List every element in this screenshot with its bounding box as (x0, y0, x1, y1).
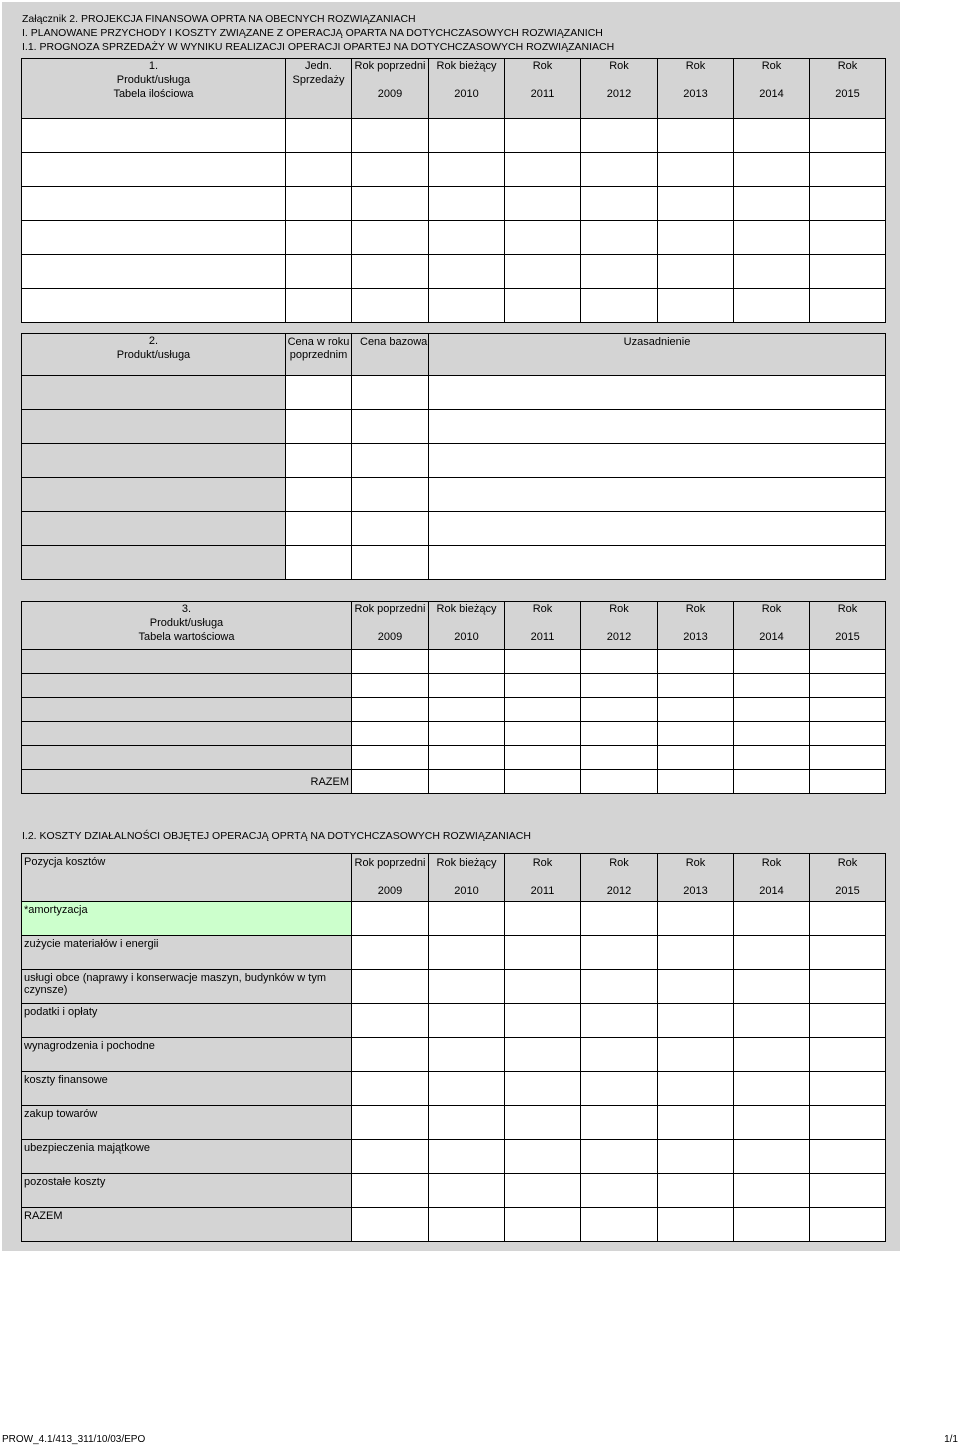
table-cell[interactable] (581, 1038, 658, 1072)
price-table-header (22, 334, 886, 376)
table-row (22, 119, 886, 153)
table-cell[interactable] (352, 546, 429, 580)
table-cell[interactable] (352, 902, 429, 936)
cost-row-label: podatki i opłaty (22, 1004, 352, 1038)
table-row (22, 478, 886, 512)
table-cell[interactable] (429, 512, 886, 546)
table-cell[interactable] (810, 650, 886, 674)
table-cell[interactable] (734, 902, 810, 936)
table-cell[interactable] (505, 255, 581, 289)
table-cell[interactable] (429, 221, 505, 255)
quantity-table (21, 58, 886, 323)
table-cell[interactable] (810, 255, 886, 289)
table-cell[interactable] (429, 444, 886, 478)
table-cell[interactable] (22, 187, 286, 221)
cost-row-label: pozostałe koszty (22, 1174, 352, 1208)
total-row (22, 770, 886, 794)
year-header: Rok 2012 (581, 854, 658, 902)
table-cell[interactable] (22, 221, 286, 255)
table-row (22, 187, 886, 221)
table-cell[interactable] (286, 153, 352, 187)
table-cell[interactable] (810, 1174, 886, 1208)
table-cell[interactable] (581, 1072, 658, 1106)
table-cell[interactable] (352, 650, 429, 674)
product-column-header: 1. Produkt/usługa Tabela ilościowa (22, 59, 286, 119)
table-cell[interactable] (581, 289, 658, 323)
table-cell[interactable] (22, 674, 352, 698)
table-cell[interactable] (734, 698, 810, 722)
table-cell[interactable] (810, 1106, 886, 1140)
product-column-header: 3. Produkt/usługa Tabela wartościowa (22, 602, 352, 650)
table-cell[interactable] (22, 255, 286, 289)
table-cell[interactable] (810, 746, 886, 770)
table-cell[interactable] (22, 478, 286, 512)
table-cell[interactable] (429, 1208, 505, 1242)
table-cell[interactable] (658, 970, 734, 1004)
cost-row (22, 1106, 886, 1140)
table-cell[interactable] (734, 119, 810, 153)
table-cell[interactable] (505, 1140, 581, 1174)
cost-row-label: wynagrodzenia i pochodne (22, 1038, 352, 1072)
attachment-title: Załącznik 2. PROJEKCJA FINANSOWA OPRTA NA OBECNYCH ROZWIĄZANIACH (22, 13, 416, 25)
table-cell[interactable] (22, 289, 286, 323)
table-cell[interactable] (429, 746, 505, 770)
table-cell[interactable] (810, 936, 886, 970)
table-cell[interactable] (734, 221, 810, 255)
table-cell[interactable] (658, 1004, 734, 1038)
year-header: Rok 2013 (658, 854, 734, 902)
table-row (22, 376, 886, 410)
table-cell[interactable] (429, 1004, 505, 1038)
table-row (22, 650, 886, 674)
table-cell[interactable] (352, 289, 429, 323)
year-header: Rok 2014 (734, 602, 810, 650)
previous-price-header: Cena w roku poprzednim (286, 334, 352, 376)
table-cell[interactable] (734, 1072, 810, 1106)
year-header: Rok 2015 (810, 59, 886, 119)
table-cell[interactable] (22, 444, 286, 478)
year-header: Rok bieżący 2010 (429, 59, 505, 119)
table-cell[interactable] (505, 722, 581, 746)
table-cell[interactable] (22, 410, 286, 444)
costs-table-header (22, 854, 886, 902)
table-cell[interactable] (352, 770, 429, 794)
table-cell[interactable] (352, 1072, 429, 1106)
table-cell[interactable] (22, 698, 352, 722)
table-cell[interactable] (22, 746, 352, 770)
table-cell[interactable] (352, 255, 429, 289)
table-cell[interactable] (810, 770, 886, 794)
quantity-table-header (22, 59, 886, 119)
year-header: Rok 2015 (810, 854, 886, 902)
table-cell[interactable] (658, 746, 734, 770)
table-cell[interactable] (505, 770, 581, 794)
table-cell[interactable] (658, 698, 734, 722)
year-header: Rok 2014 (734, 854, 810, 902)
table-cell[interactable] (429, 674, 505, 698)
cost-row (22, 1174, 886, 1208)
table-cell[interactable] (429, 289, 505, 323)
table-cell[interactable] (352, 674, 429, 698)
cost-row (22, 1072, 886, 1106)
cost-row (22, 970, 886, 1004)
table-cell[interactable] (734, 153, 810, 187)
table-cell[interactable] (810, 970, 886, 1004)
table-cell[interactable] (429, 1106, 505, 1140)
table-cell[interactable] (581, 770, 658, 794)
year-header: Rok 2013 (658, 602, 734, 650)
year-header: Rok 2011 (505, 854, 581, 902)
table-cell[interactable] (505, 1038, 581, 1072)
table-cell[interactable] (505, 698, 581, 722)
cost-row (22, 936, 886, 970)
table-cell[interactable] (581, 153, 658, 187)
table-cell[interactable] (658, 1072, 734, 1106)
table-cell[interactable] (810, 119, 886, 153)
cost-row-label: ubezpieczenia majątkowe (22, 1140, 352, 1174)
table-cell[interactable] (352, 1140, 429, 1174)
subsection-title: I.1. PROGNOZA SPRZEDAŻY W WYNIKU REALIZACJI OPERACJI OPARTEJ NA DOTYCHCZASOWYCH ROZWIĄZANIACH (22, 41, 615, 53)
table-row (22, 289, 886, 323)
total-label: RAZEM (22, 770, 352, 794)
table-cell[interactable] (658, 1106, 734, 1140)
table-row (22, 444, 886, 478)
table-cell[interactable] (352, 512, 429, 546)
table-cell[interactable] (429, 722, 505, 746)
table-cell[interactable] (429, 410, 886, 444)
year-header: Rok bieżący 2010 (429, 602, 505, 650)
table-cell[interactable] (658, 1038, 734, 1072)
table-cell[interactable] (810, 1140, 886, 1174)
table-cell[interactable] (658, 650, 734, 674)
table-cell[interactable] (286, 478, 352, 512)
table-cell[interactable] (810, 1038, 886, 1072)
year-header: Rok poprzedni 2009 (352, 602, 429, 650)
table-cell[interactable] (734, 255, 810, 289)
table-cell[interactable] (658, 119, 734, 153)
table-cell[interactable] (429, 1140, 505, 1174)
table-row (22, 153, 886, 187)
table-row (22, 546, 886, 580)
table-cell[interactable] (505, 221, 581, 255)
table-row (22, 746, 886, 770)
table-cell[interactable] (505, 119, 581, 153)
cost-row-label: koszty finansowe (22, 1072, 352, 1106)
section-title: I. PLANOWANE PRZYCHODY I KOSZTY ZWIĄZANE Z OPERACJĄ OPARTA NA DOTYCHCZASOWYCH ROZWIĄZANICH (22, 27, 603, 39)
table-cell[interactable] (429, 650, 505, 674)
table-cell[interactable] (22, 376, 286, 410)
table-cell[interactable] (429, 1174, 505, 1208)
table-cell[interactable] (734, 650, 810, 674)
table-cell[interactable] (352, 1038, 429, 1072)
table-cell[interactable] (352, 1174, 429, 1208)
table-cell[interactable] (810, 674, 886, 698)
table-cell[interactable] (505, 1072, 581, 1106)
table-cell[interactable] (581, 902, 658, 936)
table-cell[interactable] (505, 289, 581, 323)
table-cell[interactable] (810, 722, 886, 746)
table-cell[interactable] (429, 376, 886, 410)
table-cell[interactable] (734, 187, 810, 221)
table-cell[interactable] (810, 187, 886, 221)
cost-row-depreciation (22, 902, 886, 936)
year-header: Rok 2015 (810, 602, 886, 650)
table-cell[interactable] (505, 674, 581, 698)
table-cell[interactable] (658, 722, 734, 746)
costs-table (21, 853, 886, 1242)
year-header: Rok 2012 (581, 59, 658, 119)
table-cell[interactable] (581, 650, 658, 674)
table-cell[interactable] (810, 221, 886, 255)
table-cell[interactable] (429, 546, 886, 580)
table-cell[interactable] (734, 674, 810, 698)
table-cell[interactable] (734, 936, 810, 970)
table-cell[interactable] (734, 1038, 810, 1072)
table-cell[interactable] (505, 187, 581, 221)
table-cell[interactable] (810, 1004, 886, 1038)
cost-total-row (22, 1208, 886, 1242)
table-cell[interactable] (581, 722, 658, 746)
table-cell[interactable] (505, 650, 581, 674)
table-cell[interactable] (658, 187, 734, 221)
base-price-header: Cena bazowa (352, 334, 429, 376)
table-cell[interactable] (352, 722, 429, 746)
table-cell[interactable] (734, 1004, 810, 1038)
table-row (22, 410, 886, 444)
table-cell[interactable] (352, 221, 429, 255)
year-header: Rok 2014 (734, 59, 810, 119)
table-cell[interactable] (734, 722, 810, 746)
table-cell[interactable] (581, 1004, 658, 1038)
table-cell[interactable] (286, 546, 352, 580)
table-cell[interactable] (505, 902, 581, 936)
table-cell[interactable] (658, 221, 734, 255)
table-cell[interactable] (429, 187, 505, 221)
table-cell[interactable] (22, 119, 286, 153)
year-header: Rok 2012 (581, 602, 658, 650)
table-cell[interactable] (581, 674, 658, 698)
table-cell[interactable] (734, 970, 810, 1004)
table-cell[interactable] (286, 289, 352, 323)
table-cell[interactable] (22, 546, 286, 580)
table-cell[interactable] (352, 410, 429, 444)
table-cell[interactable] (352, 1208, 429, 1242)
table-cell[interactable] (352, 1004, 429, 1038)
table-row (22, 674, 886, 698)
table-cell[interactable] (352, 119, 429, 153)
year-header: Rok bieżący 2010 (429, 854, 505, 902)
table-cell[interactable] (658, 674, 734, 698)
cost-row-label: zużycie materiałów i energii (22, 936, 352, 970)
table-cell[interactable] (22, 153, 286, 187)
table-cell[interactable] (352, 153, 429, 187)
table-cell[interactable] (352, 187, 429, 221)
table-cell[interactable] (429, 698, 505, 722)
table-cell[interactable] (505, 936, 581, 970)
table-cell[interactable] (734, 289, 810, 323)
table-cell[interactable] (734, 1208, 810, 1242)
cost-row (22, 1004, 886, 1038)
cost-item-header: Pozycja kosztów (22, 854, 352, 902)
table-cell[interactable] (429, 1072, 505, 1106)
table-cell[interactable] (734, 1174, 810, 1208)
table-cell[interactable] (286, 221, 352, 255)
table-cell[interactable] (429, 770, 505, 794)
table-cell[interactable] (286, 255, 352, 289)
table-cell[interactable] (352, 970, 429, 1004)
table-cell[interactable] (429, 255, 505, 289)
year-header: Rok 2011 (505, 602, 581, 650)
table-cell[interactable] (658, 1140, 734, 1174)
table-cell[interactable] (581, 936, 658, 970)
table-cell[interactable] (429, 119, 505, 153)
cost-total-label: RAZEM (22, 1208, 352, 1242)
year-header: Rok 2011 (505, 59, 581, 119)
table-cell[interactable] (658, 255, 734, 289)
table-row (22, 221, 886, 255)
table-cell[interactable] (286, 410, 352, 444)
table-cell[interactable] (505, 1208, 581, 1242)
table-cell[interactable] (581, 698, 658, 722)
table-cell[interactable] (581, 187, 658, 221)
year-header: Rok 2013 (658, 59, 734, 119)
table-cell[interactable] (581, 970, 658, 1004)
table-cell[interactable] (22, 512, 286, 546)
table-cell[interactable] (352, 376, 429, 410)
table-cell[interactable] (734, 1106, 810, 1140)
table-cell[interactable] (352, 936, 429, 970)
table-cell[interactable] (22, 722, 352, 746)
table-cell[interactable] (658, 1174, 734, 1208)
table-cell[interactable] (429, 153, 505, 187)
page-number: 1/1 (944, 1434, 958, 1445)
table-cell[interactable] (22, 650, 352, 674)
table-cell[interactable] (429, 902, 505, 936)
table-cell[interactable] (352, 698, 429, 722)
table-cell[interactable] (581, 1208, 658, 1242)
table-cell[interactable] (810, 1072, 886, 1106)
table-cell[interactable] (505, 746, 581, 770)
table-row (22, 255, 886, 289)
form-code: PROW_4.1/413_311/10/03/EPO (2, 1434, 146, 1445)
table-cell[interactable] (581, 1140, 658, 1174)
table-cell[interactable] (810, 1208, 886, 1242)
justification-header: Uzasadnienie (429, 334, 886, 376)
table-cell[interactable] (658, 770, 734, 794)
table-cell[interactable] (505, 970, 581, 1004)
table-cell[interactable] (581, 221, 658, 255)
table-cell[interactable] (286, 119, 352, 153)
table-cell[interactable] (581, 746, 658, 770)
table-cell[interactable] (429, 936, 505, 970)
price-table (21, 333, 886, 580)
table-cell[interactable] (810, 698, 886, 722)
table-cell[interactable] (429, 970, 505, 1004)
table-cell[interactable] (581, 1174, 658, 1208)
table-cell[interactable] (505, 1106, 581, 1140)
table-cell[interactable] (734, 746, 810, 770)
table-row (22, 722, 886, 746)
table-cell[interactable] (286, 512, 352, 546)
year-header: Rok poprzedni 2009 (352, 854, 429, 902)
table-cell[interactable] (429, 478, 886, 512)
table-cell[interactable] (810, 902, 886, 936)
table-cell[interactable] (810, 153, 886, 187)
table-cell[interactable] (581, 255, 658, 289)
table-cell[interactable] (352, 478, 429, 512)
table-cell[interactable] (658, 936, 734, 970)
table-cell[interactable] (658, 153, 734, 187)
cost-row-label: usługi obce (naprawy i konserwacje maszyn, budynków w tym czynsze) (22, 970, 352, 1004)
table-cell[interactable] (286, 187, 352, 221)
table-cell[interactable] (505, 1174, 581, 1208)
cost-row-label: zakup towarów (22, 1106, 352, 1140)
value-table-header (22, 602, 886, 650)
unit-column-header: Jedn. Sprzedaży (286, 59, 352, 119)
table-cell[interactable] (505, 1004, 581, 1038)
table-cell[interactable] (658, 289, 734, 323)
table-row (22, 512, 886, 546)
table-cell[interactable] (352, 444, 429, 478)
table-cell[interactable] (810, 289, 886, 323)
table-cell[interactable] (352, 1106, 429, 1140)
table-cell[interactable] (581, 1106, 658, 1140)
product-column-header: 2. Produkt/usługa (22, 334, 286, 376)
value-table (21, 601, 886, 794)
cost-row (22, 1140, 886, 1174)
table-cell[interactable] (286, 376, 352, 410)
table-cell[interactable] (658, 1208, 734, 1242)
table-cell[interactable] (429, 1038, 505, 1072)
table-cell[interactable] (581, 119, 658, 153)
costs-section-title: I.2. KOSZTY DZIAŁALNOŚCI OBJĘTEJ OPERACJĄ OPRTĄ NA DOTYCHCZASOWYCH ROZWIĄZANIACH (22, 830, 531, 842)
table-row (22, 698, 886, 722)
cost-row-label: *amortyzacja (22, 902, 352, 936)
cost-row (22, 1038, 886, 1072)
table-cell[interactable] (658, 902, 734, 936)
table-cell[interactable] (505, 153, 581, 187)
table-cell[interactable] (734, 1140, 810, 1174)
year-header: Rok poprzedni 2009 (352, 59, 429, 119)
table-cell[interactable] (352, 746, 429, 770)
table-cell[interactable] (286, 444, 352, 478)
table-cell[interactable] (734, 770, 810, 794)
